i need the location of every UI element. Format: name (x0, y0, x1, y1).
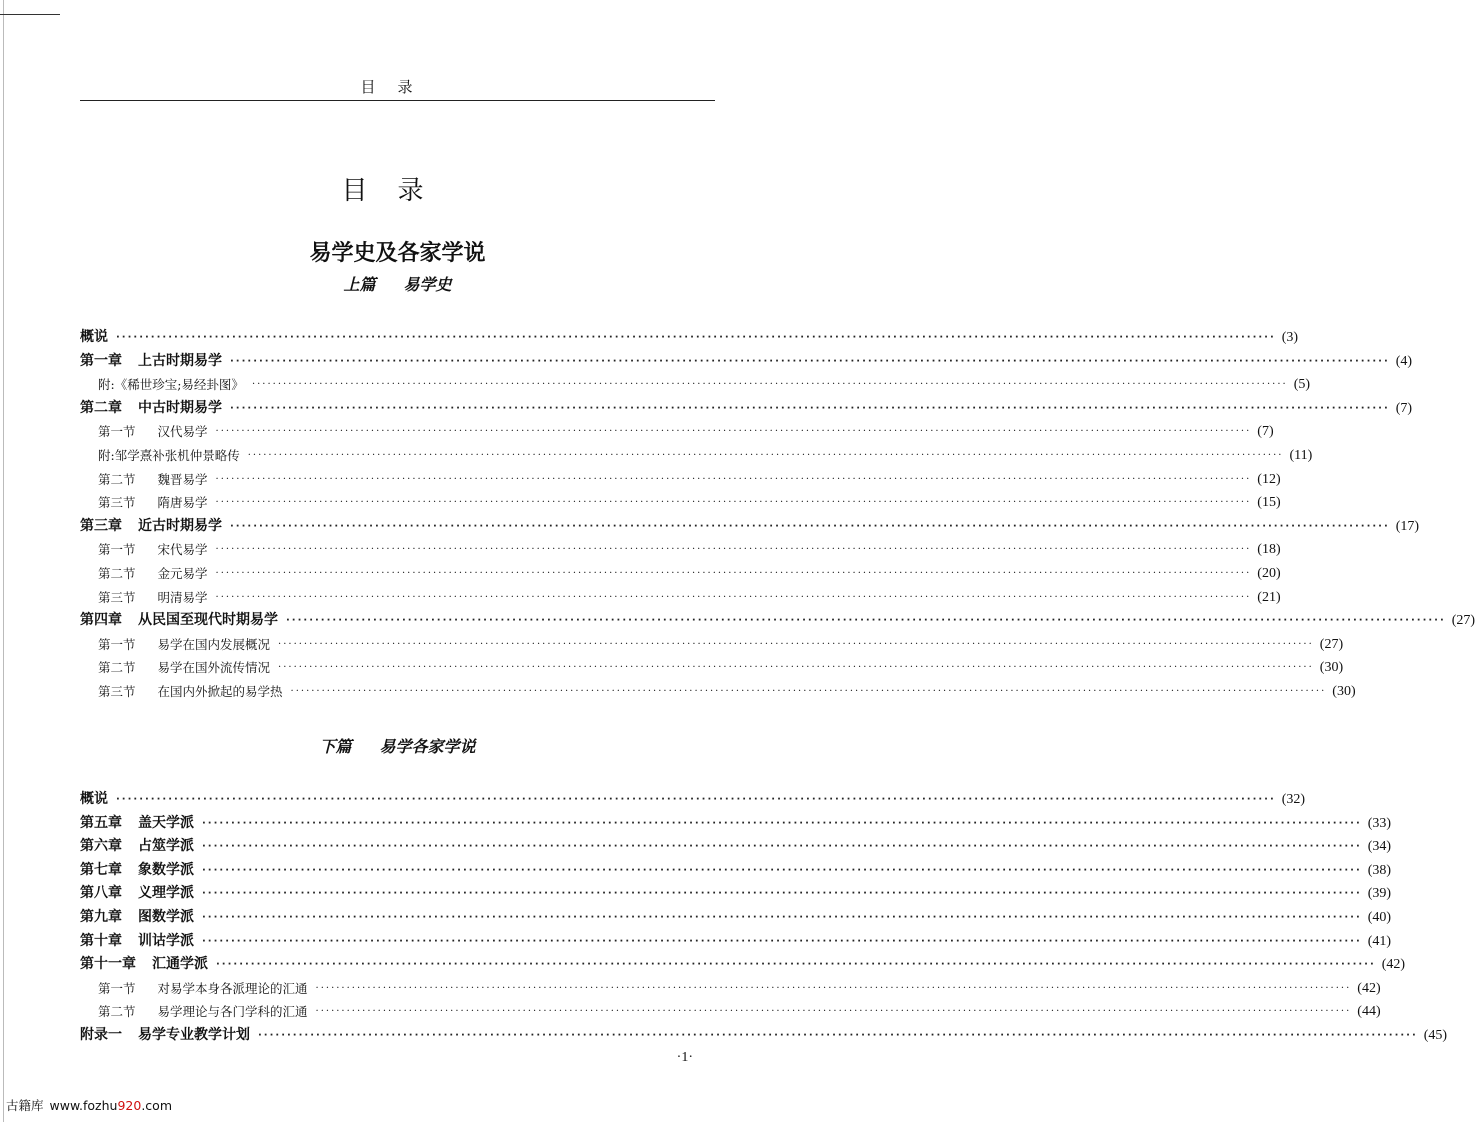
entry-title: 义理学派 (138, 885, 194, 902)
leader-dots: ········································································································································································································ (230, 520, 1390, 532)
entry-page: (42) (1357, 980, 1381, 996)
entry-number: 第四章 (80, 612, 122, 629)
leader-dots: ········································································································································································································ (278, 662, 1314, 674)
entry-page: (27) (1319, 636, 1344, 652)
toc-entry (80, 348, 1413, 370)
toc-entry (80, 951, 1406, 973)
entry-title: 易学理论与各门学科的汇通 (157, 1004, 308, 1020)
entry-number: 第一章 (80, 352, 122, 369)
leader-dots: ········································································································································································································ (202, 864, 1362, 876)
footer-url-prefix: www.fozhu (49, 1098, 118, 1113)
entry-number: 第一节 (98, 542, 136, 558)
entry-page: (15) (1257, 495, 1281, 511)
toc-entry (80, 442, 1313, 464)
entry-page: (32) (1281, 792, 1306, 807)
part-heading-lower (80, 734, 715, 757)
leader-dots: ········································································································································································································ (202, 841, 1362, 853)
leader-dots: ········································································································································································································ (258, 1030, 1418, 1041)
toc-entry (80, 786, 1306, 808)
leader-dots: ········································································································································································································ (116, 794, 1276, 805)
entry-title: 金元易学 (157, 566, 208, 581)
corner-rule (0, 14, 60, 15)
entry-number: 第八章 (80, 885, 122, 902)
toc-entry (80, 324, 1299, 346)
entry-title: 明清易学 (157, 589, 208, 605)
leader-dots: ········································································································································································································ (202, 935, 1362, 947)
entry-page: (39) (1367, 886, 1392, 902)
toc-entry (80, 371, 1311, 393)
toc-entry (80, 536, 1281, 558)
entry-title: 对易学本身各派理论的汇通 (157, 980, 308, 996)
toc-entry (80, 904, 1392, 926)
entry-page: (5) (1293, 377, 1311, 393)
entry-page: (34) (1367, 839, 1392, 855)
entry-title: 魏晋易学 (157, 471, 208, 487)
entry-page: (18) (1257, 542, 1281, 558)
entry-number: 第二节 (98, 660, 136, 676)
leader-dots: ········································································································································································································ (215, 497, 1252, 509)
entry-number: 第一节 (98, 980, 136, 996)
leader-dots: ········································································································································································································ (215, 473, 1252, 485)
entry-number: 第二节 (98, 1004, 136, 1020)
page-number: ·1· (676, 1050, 693, 1065)
leader-dots: ········································································································································································································ (216, 959, 1376, 971)
entry-number: 第三节 (98, 589, 136, 605)
entry-page: (30) (1332, 684, 1356, 699)
entry-page: (30) (1319, 660, 1344, 676)
entry-title: 易学在国外流传情况 (157, 660, 271, 676)
toc-entry (80, 607, 1475, 629)
entry-page: (3) (1281, 330, 1299, 345)
entry-number: 第九章 (80, 909, 122, 925)
leader-dots: ········································································································································································································ (202, 817, 1362, 829)
leader-dots: ········································································································································································································ (215, 426, 1252, 438)
entry-page: (42) (1381, 957, 1406, 973)
toc-entry (80, 513, 1420, 535)
leader-dots: ········································································································································································································ (247, 450, 1284, 461)
part-heading-upper (80, 272, 715, 295)
entry-title: 在国内外掀起的易学热 (157, 684, 283, 699)
footer-url-highlight: 920 (117, 1098, 142, 1113)
toc-entry (80, 1022, 1448, 1044)
part-label: 上篇 (343, 275, 376, 294)
entry-title: 隋唐易学 (157, 495, 208, 511)
entry-number: 第十章 (80, 932, 122, 949)
leader-dots: ········································································································································································································ (215, 544, 1252, 556)
leader-dots: ········································································································································································································ (251, 379, 1288, 391)
leader-dots: ········································································································································································································ (278, 638, 1314, 650)
entry-page: (7) (1257, 424, 1274, 440)
toc-entry (80, 654, 1344, 676)
entry-title: 上古时期易学 (138, 352, 222, 369)
entry-page: (27) (1451, 613, 1475, 629)
toc-entry (80, 678, 1356, 700)
entry-number: 附录一 (80, 1027, 122, 1043)
leader-dots: ········································································································································································································ (116, 332, 1276, 343)
entry-title: 汇通学派 (152, 956, 208, 973)
entry-title: 占筮学派 (138, 838, 194, 855)
entry-title: 中古时期易学 (138, 399, 222, 416)
entry-page: (20) (1257, 566, 1281, 581)
entry-title: 概说 (80, 791, 108, 807)
toc-entry (80, 418, 1274, 440)
entry-number: 第二节 (98, 471, 136, 487)
entry-page: (21) (1257, 589, 1281, 605)
toc-entry (80, 810, 1392, 832)
entry-number: 第三节 (98, 684, 136, 699)
entry-title: 近古时期易学 (138, 517, 222, 534)
entry-title: 附:邹学熹补张机仲景略传 (98, 448, 240, 463)
leader-dots: ········································································································································································································ (230, 355, 1390, 367)
toc-entry (80, 833, 1392, 855)
toc-entry (80, 928, 1392, 950)
entry-number: 第一节 (98, 424, 136, 440)
toc-entry (80, 489, 1281, 511)
footer-site-name: 古籍库 (6, 1098, 44, 1113)
entry-number: 第十一章 (80, 956, 136, 973)
toc-entry (80, 880, 1392, 902)
toc-entry (80, 998, 1381, 1020)
entry-page: (45) (1423, 1028, 1448, 1043)
entry-page: (38) (1367, 862, 1392, 878)
leader-dots: ········································································································································································································ (230, 402, 1390, 414)
entry-title: 易学专业教学计划 (138, 1027, 250, 1043)
leader-dots: ········································································································································································································ (202, 888, 1362, 900)
entry-title: 汉代易学 (157, 424, 208, 440)
entry-title: 象数学派 (138, 861, 194, 878)
leader-dots: ········································································································································································································ (286, 615, 1446, 627)
toc-entry (80, 560, 1281, 582)
page-title: 目录 (341, 176, 454, 206)
part-name: 易学各家学说 (379, 737, 476, 756)
entry-page: (44) (1357, 1004, 1381, 1020)
entry-number: 第二节 (98, 566, 136, 581)
entry-number: 第六章 (80, 838, 122, 855)
header-rule (80, 100, 715, 101)
entry-title: 宋代易学 (157, 542, 208, 558)
entry-title: 概说 (80, 329, 108, 345)
toc-entry (80, 584, 1281, 606)
entry-title: 盖天学派 (138, 814, 194, 831)
toc-entry (80, 857, 1392, 879)
entry-page: (4) (1395, 353, 1413, 369)
entry-title: 图数学派 (138, 909, 194, 925)
footer-url-suffix: .com (141, 1098, 172, 1113)
entry-page: (33) (1367, 815, 1392, 831)
entry-number: 第二章 (80, 399, 122, 416)
entry-number: 第五章 (80, 814, 122, 831)
book-subtitle: 易学史及各家学说 (309, 240, 486, 266)
entry-number: 第七章 (80, 861, 122, 878)
toc-entry (80, 975, 1381, 997)
entry-number: 第一节 (98, 636, 136, 652)
entry-page: (12) (1257, 471, 1281, 487)
entry-page: (11) (1289, 448, 1313, 463)
leader-dots: ········································································································································································································ (215, 591, 1252, 603)
part-name: 易学史 (403, 275, 452, 294)
entry-title: 易学在国内发展概况 (157, 636, 271, 652)
entry-page: (41) (1367, 933, 1392, 949)
toc-entry (80, 631, 1344, 653)
page-edge-line (3, 0, 4, 1122)
running-head: 目录 (360, 78, 435, 96)
entry-title: 附:《稀世珍宝;易经卦图》 (98, 377, 244, 393)
entry-page: (40) (1367, 910, 1392, 925)
leader-dots: ········································································································································································································ (202, 912, 1362, 923)
entry-page: (7) (1395, 400, 1413, 416)
entry-title: 从民国至现代时期易学 (138, 612, 278, 629)
footer-watermark (6, 1096, 172, 1114)
toc-entry (80, 466, 1281, 488)
leader-dots: ········································································································································································································ (315, 982, 1352, 994)
entry-number: 第三节 (98, 495, 136, 511)
entry-page: (17) (1395, 518, 1420, 534)
leader-dots: ········································································································································································································ (215, 568, 1252, 579)
leader-dots: ········································································································································································································ (290, 686, 1327, 697)
leader-dots: ········································································································································································································ (315, 1006, 1352, 1018)
toc-entry (80, 395, 1413, 417)
entry-number: 第三章 (80, 517, 122, 534)
part-label: 下篇 (319, 737, 352, 756)
entry-title: 训诂学派 (138, 932, 194, 949)
